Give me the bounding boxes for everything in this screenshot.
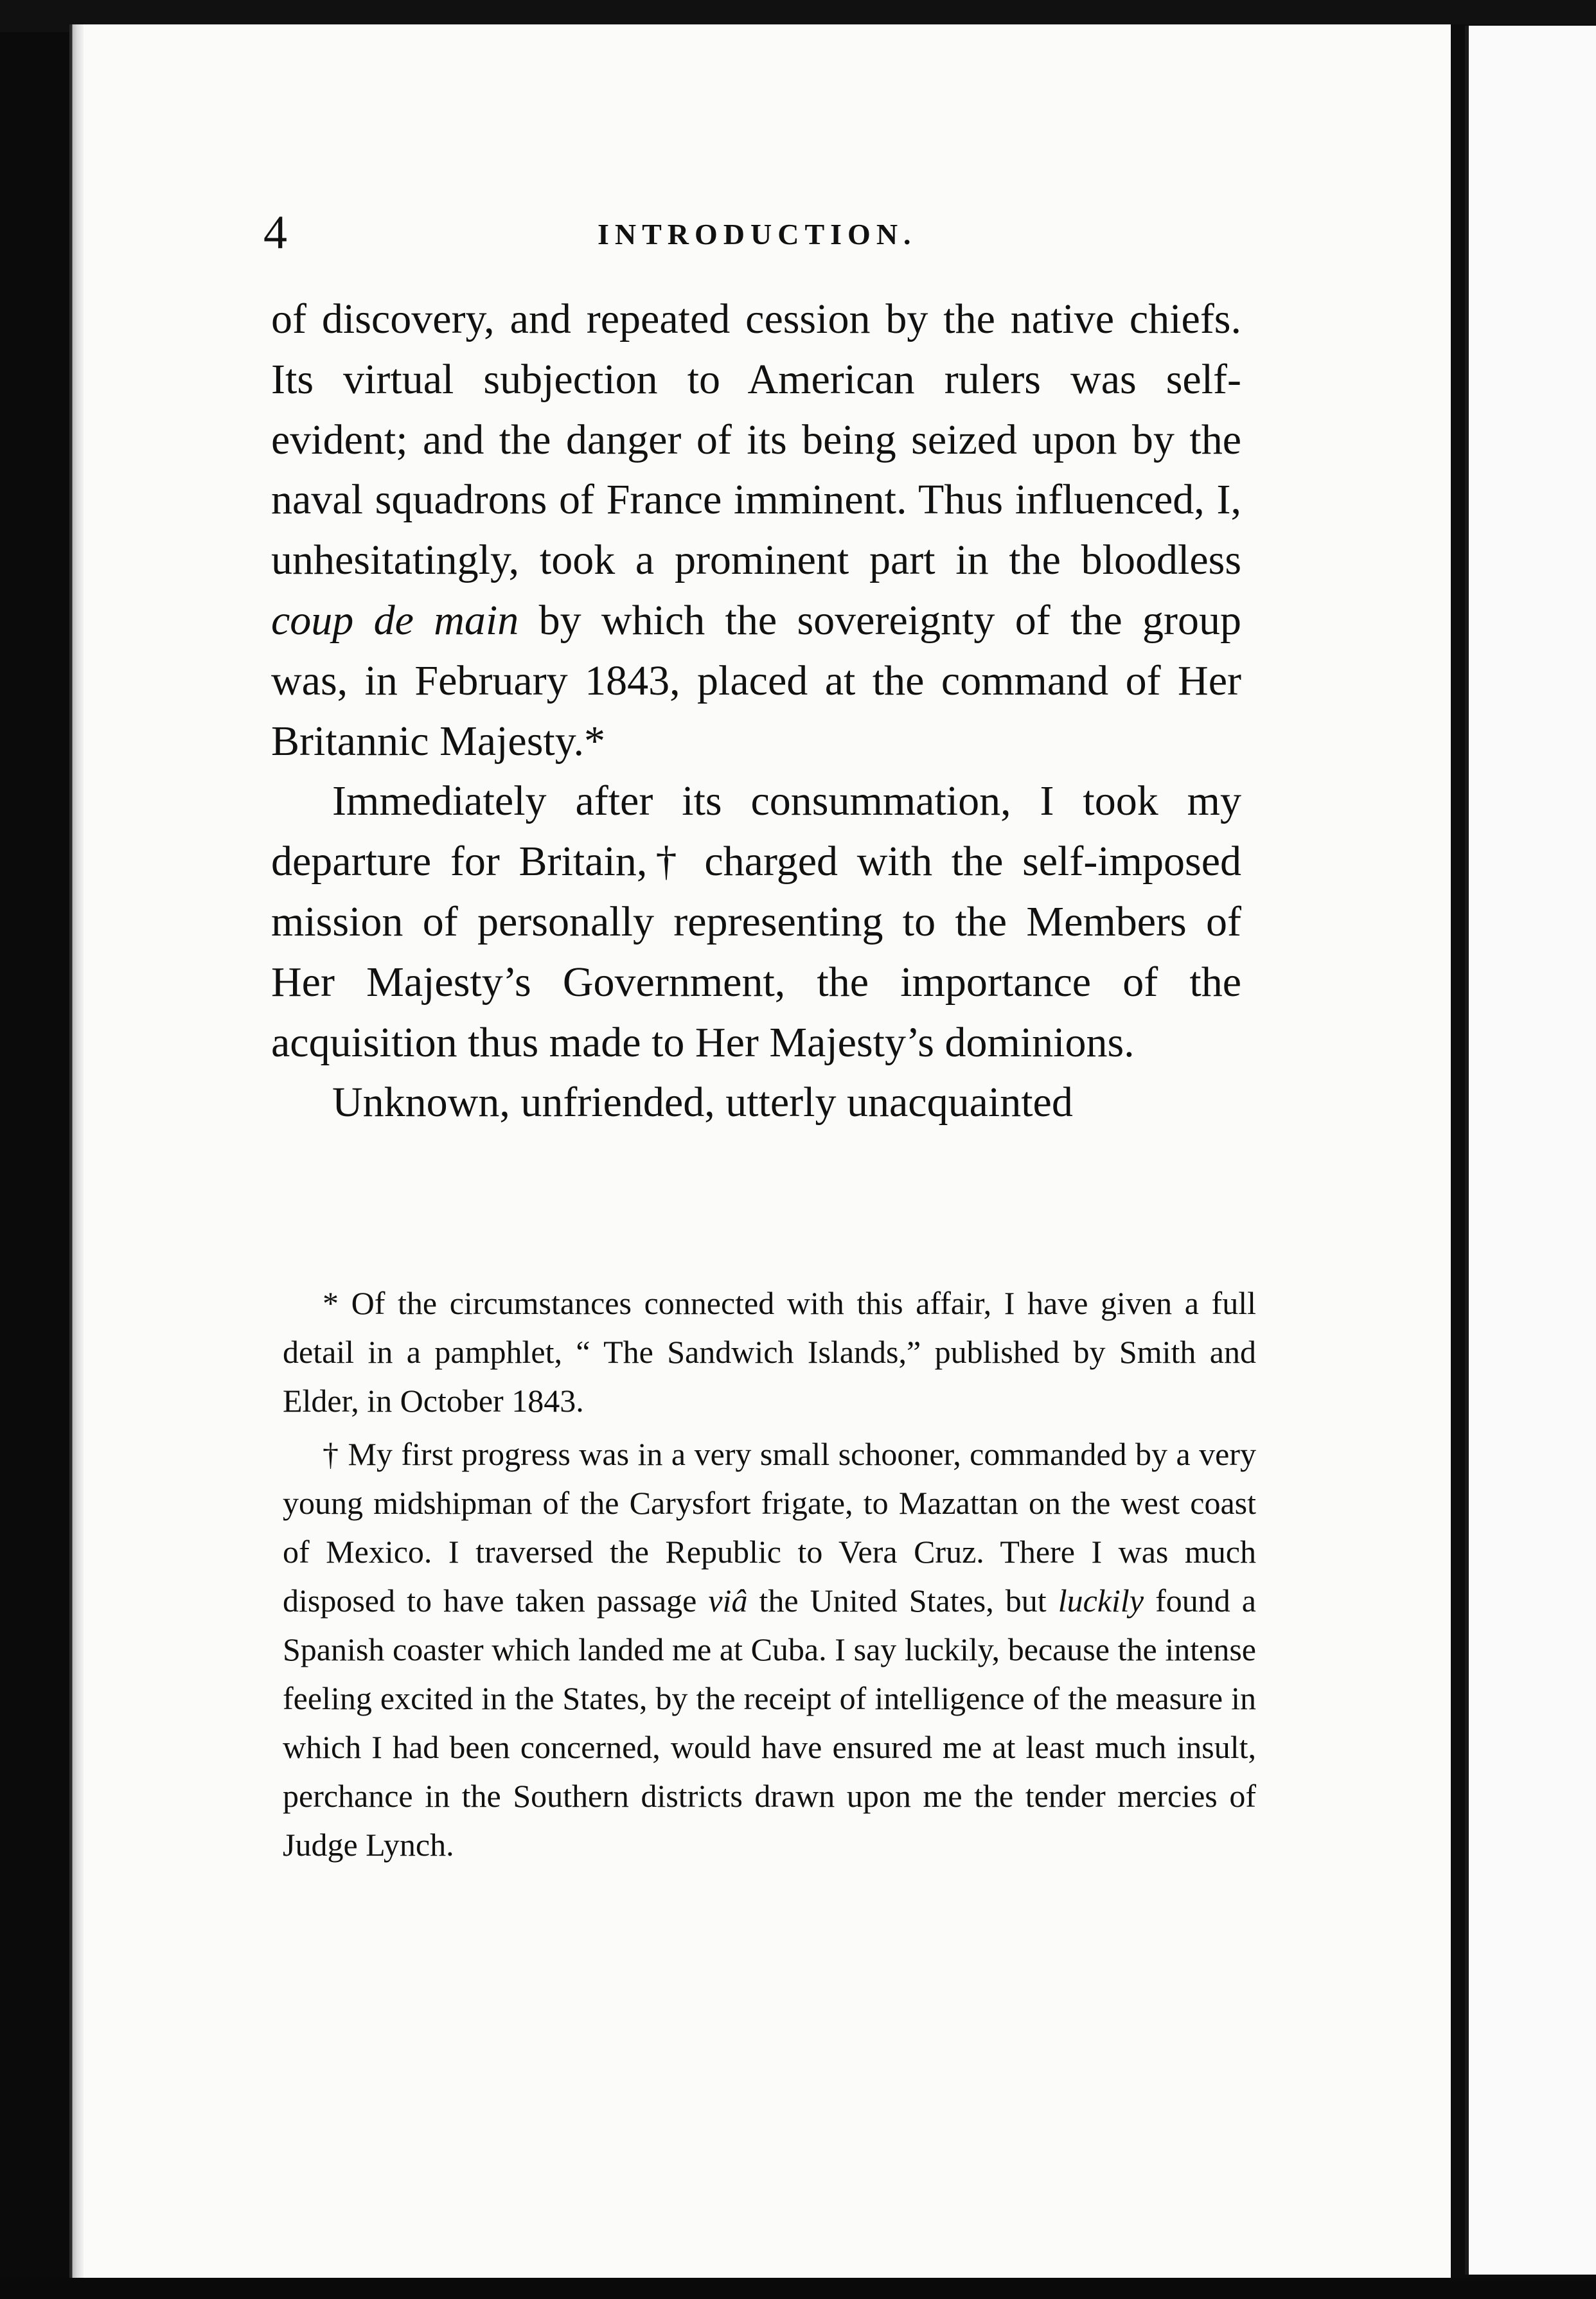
- paragraph-1: [271, 289, 1241, 771]
- footnote-1: * Of the circumstances connected with this affair, I have given a full detail in a pamphlet, “ The Sandwich Islands,” published by Smith and Elder, in October 1843.: [283, 1285, 1256, 1419]
- facing-page-edge: [1465, 26, 1596, 2275]
- page-number: 4: [263, 206, 288, 259]
- paragraph-3: Unknown, unfriended, utterly unacquainted: [332, 1079, 1073, 1126]
- footnote-2-italic-via: viâ: [708, 1583, 748, 1619]
- running-title: INTRODUCTION.: [598, 218, 917, 251]
- paragraph-1-end: by which the sovereignty of the group was, in February 1843, placed at the command of Her Britannic Majesty.*: [271, 596, 1241, 765]
- page-left-edge: [69, 24, 84, 2280]
- footnotes: [283, 1279, 1256, 1874]
- running-head: [263, 206, 1240, 257]
- footnote-2-text-c: found a Spanish coaster which landed me at Cuba. I say luckily, because the intense feeling excited in the States, by the receipt of intelligence of the measure in which I had been concerned, would have ensured me at least much insult, perchance in the Southern districts drawn upon me the tender mercies of Judge Lynch.: [283, 1583, 1256, 1863]
- main-text: [271, 289, 1241, 1133]
- footnote-2: [283, 1430, 1256, 1869]
- footnote-2-italic-luckily: luckily: [1058, 1583, 1144, 1619]
- paragraph-2: Immediately after its consummation, I took my departure for Britain,† charged with the self-imposed mission of personally representing to the Members of Her Majesty’s Government, the importance of the acquisition thus made to Her Majesty’s dominions.: [271, 777, 1241, 1066]
- scan-bottom-border: [0, 2278, 1596, 2299]
- paragraph-1-text: of discovery, and repeated cession by the native chiefs. Its virtual subjection to American rulers was self-evident; and the danger of its being seized upon by the naval squadrons of France imminent. Thus influenced, I, unhesitatingly, took a prominent part in the bloodless: [271, 296, 1241, 584]
- italic-coup-de-main: coup de main: [271, 596, 519, 644]
- footnote-2-text: † My first progress was in a very small schooner, commanded by a very young midshipman of the Carysfort frigate, to Mazattan on the west coast of Mexico. I traversed the Republic to Vera Cruz. There I was much disposed to have taken passage: [283, 1436, 1256, 1619]
- footnote-2-text-b: the United States, but: [747, 1583, 1058, 1619]
